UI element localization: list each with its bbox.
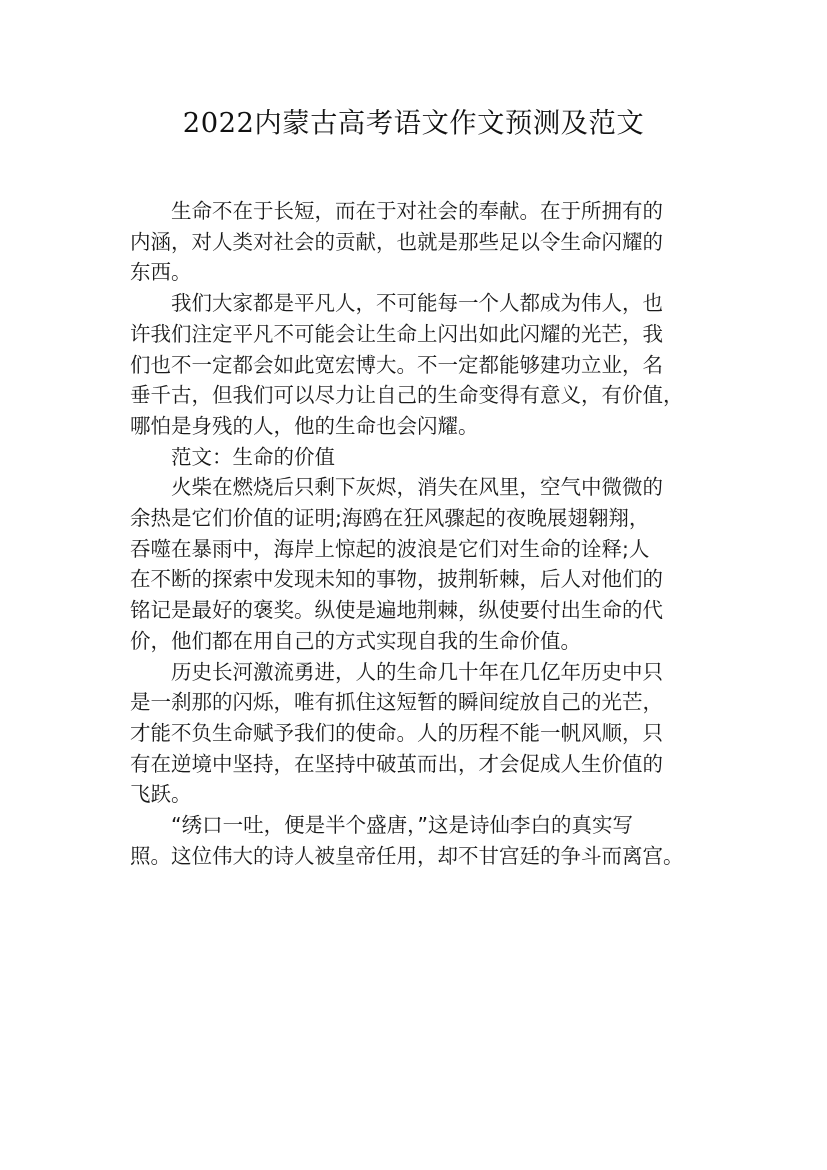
essay-heading: 范文：生命的价值 xyxy=(171,444,335,469)
text-line: 火柴在燃烧后只剩下灰烬，消失在风里，空气中微微的 xyxy=(171,475,663,500)
text-line: 价，他们都在用自己的方式实现自我的生命价值。 xyxy=(130,628,581,653)
text-line: 照。这位伟大的诗人被皇帝任用，却不甘宫廷的争斗而离宫。 xyxy=(130,843,684,868)
text-line: 垂千古，但我们可以尽力让自己的生命变得有意义，有价值， xyxy=(130,383,684,408)
text-line: 吞噬在暴雨中，海岸上惊起的波浪是它们对生命的诠释;人 xyxy=(130,536,650,561)
paragraph xyxy=(130,472,700,656)
text-line: 才能不负生命赋予我们的使命。人的历程不能一帆风顺，只 xyxy=(130,720,663,745)
text-line: 生命不在于长短，而在于对社会的奉献。在于所拥有的 xyxy=(171,199,663,223)
text-line: 是一刹那的闪烁，唯有抓住这短暂的瞬间绽放自己的光芒， xyxy=(130,690,663,715)
text-line: 们也不一定都会如此宽宏博大。不一定都能够建功立业，名 xyxy=(130,352,663,377)
text-line: 余热是它们价值的证明;海鸥在狂风骤起的夜晚展翅翱翔， xyxy=(130,506,650,531)
text-line: 飞跃。 xyxy=(130,782,192,807)
document-title: 2022内蒙古高考语文作文预测及范文 xyxy=(182,108,645,139)
text-line: 东西。 xyxy=(130,260,192,285)
text-line: 历史长河激流勇进，人的生命几十年在几亿年历史中只 xyxy=(171,659,663,684)
paragraph xyxy=(130,196,700,288)
paragraph xyxy=(130,288,700,442)
document-body xyxy=(130,196,700,871)
text-line: 有在逆境中坚持，在坚持中破茧而出，才会促成人生价值的 xyxy=(130,751,663,776)
text-line: 在不断的探索中发现未知的事物，披荆斩棘，后人对他们的 xyxy=(130,567,663,592)
text-line: 铭记是最好的褒奖。纵使是遍地荆棘，纵使要付出生命的代 xyxy=(130,598,663,623)
paragraph xyxy=(130,810,700,871)
text-line: “绣口一吐，便是半个盛唐，”这是诗仙李白的真实写 xyxy=(171,813,633,838)
text-line: 我们大家都是平凡人，不可能每一个人都成为伟人，也 xyxy=(171,291,663,316)
text-line: 内涵，对人类对社会的贡献，也就是那些足以令生命闪耀的 xyxy=(130,229,663,254)
paragraph xyxy=(130,657,700,811)
text-line: 哪怕是身残的人，他的生命也会闪耀。 xyxy=(130,413,479,438)
section-heading xyxy=(130,442,700,473)
text-line: 许我们注定平凡不可能会让生命上闪出如此闪耀的光芒，我 xyxy=(130,321,663,346)
